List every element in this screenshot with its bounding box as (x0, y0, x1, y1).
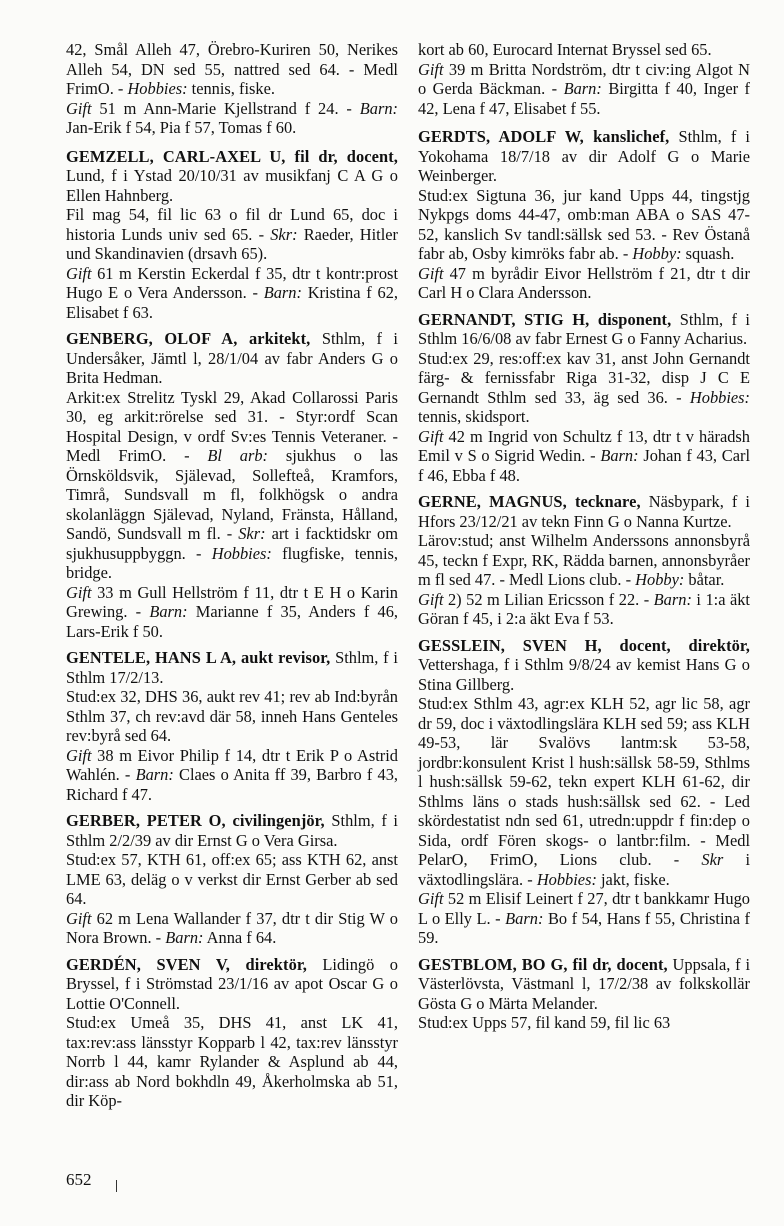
paragraph: Stud:ex Sigtuna 36, jur kand Upps 44, tingstjg Nykpgs doms 44-47, omb:man ABA o SAS 47-52, kanslich Sv tandl:sällsk sed 53. - Rev Östanå fabr ab, Osby kimröks fabr ab. - Hobby: squash. (418, 185, 750, 263)
biography-entry (66, 811, 398, 948)
paragraph (66, 147, 398, 206)
entry-name: GEMZELL, CARL-AXEL U, fil dr, docent, (66, 146, 398, 166)
paragraph (418, 310, 750, 349)
paragraph (66, 648, 398, 687)
entry-name: GENTELE, HANS L A, aukt revisor, (66, 648, 331, 667)
entry-name: GERBER, PETER O, civilingenjör, (66, 811, 325, 830)
paragraph (66, 955, 398, 1014)
entry-name: GESSLEIN, SVEN H, docent, direktör, (418, 635, 750, 655)
paragraph (418, 492, 750, 531)
biography-entry (66, 147, 398, 323)
paragraph (66, 811, 398, 850)
entry-text: Lund, f i Ystad 20/10/31 av musikfanj C A G o Ellen Hahnberg. (66, 166, 398, 205)
biography-entry (66, 329, 398, 641)
paragraph: Gift 52 m Elisif Leinert f 27, dtr t bankkamr Hugo L o Elly L. - Barn: Bo f 54, Hans f 55, Christina f 59. (418, 889, 750, 947)
entry-text: Sthlm, f i Sthlm 17/2/13. (66, 648, 398, 687)
paragraph: Lärov:stud; anst Wilhelm Anderssons annonsbyrå 45, teckn f Expr, RK, Rädda barnen, annonsbyråer m fl sed 47. - Medl Lions club. - Hobby: båtar. (418, 531, 750, 589)
paragraph: Stud:ex Umeå 35, DHS 41, anst LK 41, tax:rev:ass länsstyr Kopparb l 42, tax:rev länsstyr Norrb l 44, kamr Rylander & Asplund ab 44, dir:ass ab Nord bokhdln 49, Åkerholmska ab 51, dir Köp- (66, 1013, 398, 1110)
entry-name: GESTBLOM, BO G, fil dr, docent, (418, 954, 668, 974)
entry-name: GERDÉN, SVEN V, direktör, (66, 954, 307, 974)
entry-text: Näsbypark, f i Hfors 23/12/21 av tekn Finn G o Nanna Kurtze. (418, 492, 750, 531)
paragraph: 42, Smål Alleh 47, Örebro-Kuriren 50, Nerikes Alleh 54, DN sed 55, nattred sed 64. - Medl FrimO. - Hobbies: tennis, fiske. (66, 40, 398, 98)
biography-entry (418, 127, 750, 303)
right_column-continuation (418, 40, 750, 118)
entry-text: Vettershaga, f i Sthlm 9/8/24 av kemist Hans G o Stina Gillberg. (418, 655, 750, 694)
entry-text: Sthlm, f i Sthlm 2/2/39 av dir Ernst G o Vera Girsa. (66, 811, 398, 850)
right-column (418, 40, 750, 1040)
paragraph: Gift 2) 52 m Lilian Ericsson f 22. - Barn: i 1:a äkt Göran f 45, i 2:a äkt Eva f 53. (418, 589, 750, 628)
biography-entry (66, 955, 398, 1111)
paragraph: Gift 62 m Lena Wallander f 37, dtr t dir Stig W o Nora Brown. - Barn: Anna f 64. (66, 908, 398, 947)
paragraph: Gift 61 m Kerstin Eckerdal f 35, dtr t kontr:prost Hugo E o Vera Andersson. - Barn: Kristina f 62, Elisabet f 63. (66, 263, 398, 322)
paragraph: Arkit:ex Strelitz Tyskl 29, Akad Collarossi Paris 30, eg arkit:rörelse sed 31. - Styr:ordf Scan Hospital Design, v ordf Sv:es Tennis Veteraner. - Medl FrimO. - Bl arb: sjukhus o las Örnsköldsvik, Själevad, Sollefteå, Kramfors, Timrå, Sundsvall m fl, folkhögsk o andra skolanläggn Själevad, Nyland, Fränsta, Hålland, Sandö, Sundsvall m fl. - Skr: art i facktidskr om sjukhusuppbyggn. - Hobbies: flugfiske, tennis, bridge. (66, 387, 398, 582)
biography-entry (418, 955, 750, 1033)
paragraph: Gift 51 m Ann-Marie Kjellstrand f 24. - Barn: Jan-Erik f 54, Pia f 57, Tomas f 60. (66, 98, 398, 137)
entry-name: GENBERG, OLOF A, arkitekt, (66, 329, 311, 348)
paragraph (418, 636, 750, 695)
entry-name: GERNANDT, STIG H, disponent, (418, 309, 672, 329)
paragraph: Fil mag 54, fil lic 63 o fil dr Lund 65, doc i historia Lunds univ sed 65. - Skr: Raeder, Hitler und Skandinavien (drsavh 65). (66, 205, 398, 263)
paragraph: Gift 38 m Eivor Philip f 14, dtr t Erik P o Astrid Wahlén. - Barn: Claes o Anita ff 39, Barbro f 43, Richard f 47. (66, 745, 398, 804)
paragraph: Gift 39 m Britta Nordström, dtr t civ:ing Algot N o Gerda Bäckman. - Barn: Birgitta f 40, Inger f 42, Lena f 47, Elisabet f 55. (418, 59, 750, 118)
paragraph: Stud:ex Upps 57, fil kand 59, fil lic 63 (418, 1013, 671, 1032)
entry-text: Sthlm, f i Undersåker, Jämtl l, 28/1/04 av fabr Anders G o Brita Hedman. (66, 329, 398, 387)
paragraph: Stud:ex 29, res:off:ex kav 31, anst John Gernandt färg- & fernissfabr Riga 31-32, disp J C E Gernandt Sthlm sed 33, äg sed 36. - Hobbies: tennis, skidsport. (418, 348, 750, 426)
biography-entry (418, 492, 750, 629)
paragraph: Gift 33 m Gull Hellström f 11, dtr t E H o Karin Grewing. - Barn: Marianne f 35, Anders f 46, Lars-Erik f 50. (66, 582, 398, 641)
entry-text: Uppsala, f i Västerlövsta, Västmanl l, 17/2/38 av folkskollär Gösta G o Märta Melander. (418, 954, 751, 1013)
entry-name: GERDTS, ADOLF W, kanslichef, (418, 127, 670, 146)
page-number: 652 (66, 1170, 92, 1189)
paragraph: Gift 47 m byrådir Eivor Hellström f 21, dtr t dir Carl H o Clara Andersson. (418, 263, 750, 302)
paragraph: Stud:ex 57, KTH 61, off:ex 65; ass KTH 62, anst LME 63, deläg o v verkst dir Ernst Gerber ab sed 64. (66, 850, 398, 908)
left-column (66, 40, 398, 1118)
paragraph: Stud:ex 32, DHS 36, aukt rev 41; rev ab Ind:byrån Sthlm 37, ch rev:avd där 58, inneh Hans Genteles rev:byrå sed 64. (66, 687, 398, 745)
entry-text: Sthlm, f i Sthlm 16/6/08 av fabr Ernest G o Fanny Acharius. (418, 309, 750, 348)
entry-text: Sthlm, f i Yokohama 18/7/18 av dir Adolf G o Marie Weinberger. (418, 127, 750, 185)
paragraph (66, 329, 398, 388)
biography-entry (418, 310, 750, 486)
biography-entry (418, 636, 750, 948)
paragraph: Stud:ex Sthlm 43, agr:ex KLH 52, agr lic 58, agr dr 59, doc i växtodlingslära KLH sed 59; ass KLH 49-53, lär Svalövs lantm:sk 53-58, jordbr:konsulent Krist l hush:sällsk 58-59, Sthlms l hush:sällsk 59-62, tekn expert KLH 61-62, dir Sthlms läns o stads hush:sällsk sed 62. - Led skördestatist ndn sed 61, utredn:uppdr f fin:dep o Sida, ordf Fören skogs- o lantbr:film. - Medl PelarO, FrimO, Lions club. - Skr i växtodlingslära. - Hobbies: jakt, fiske. (418, 694, 750, 889)
paragraph (418, 127, 750, 186)
left_column-continuation (66, 40, 398, 138)
entry-text: Lidingö o Bryssel, f i Strömstad 23/1/16 av apot Oscar G o Lottie O'Connell. (66, 954, 398, 1013)
entry-name: GERNE, MAGNUS, tecknare, (418, 492, 641, 511)
margin-mark (116, 1180, 117, 1192)
paragraph (418, 955, 750, 1014)
paragraph: kort ab 60, Eurocard Internat Bryssel sed 65. (418, 40, 712, 59)
paragraph: Gift 42 m Ingrid von Schultz f 13, dtr t v häradsh Emil v S o Sigrid Wedin. - Barn: Johan f 43, Carl f 46, Ebba f 48. (418, 426, 750, 485)
biography-entry (66, 648, 398, 804)
